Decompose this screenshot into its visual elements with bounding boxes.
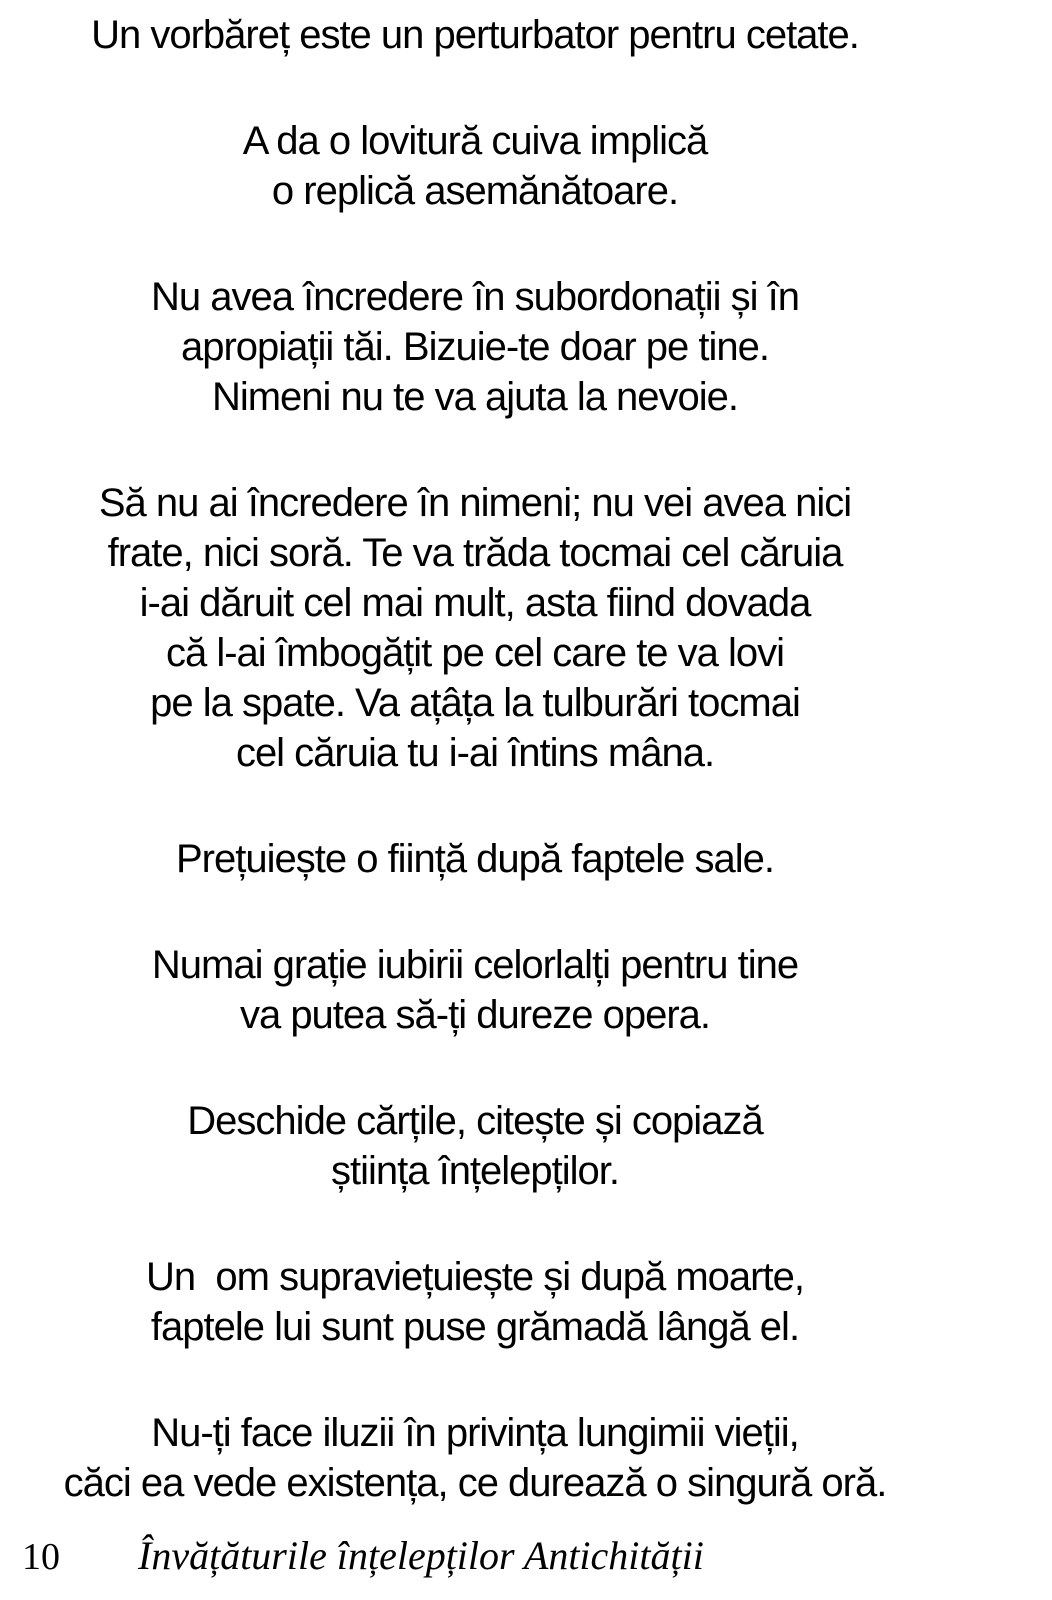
aphorism-paragraph [0, 272, 950, 422]
aphorism-paragraph [0, 478, 950, 778]
text-line: Un vorbăreț este un perturbator pentru cetate. [91, 13, 859, 57]
text-line: apropiații tăi. Bizuie-te doar pe tine. [180, 325, 770, 369]
text-line: Un om supraviețuiește și după moarte, [146, 1255, 804, 1299]
page-number: 10 [22, 1536, 60, 1578]
text-line: că l-ai îmbogățit pe cel care te va lovi [165, 631, 785, 675]
text-line: frate, nici soră. Te va trăda tocmai cel căruia [107, 531, 843, 575]
text-line: Deschide cărțile, citește și copiază [187, 1099, 763, 1143]
aphorism-paragraph [0, 1408, 950, 1508]
aphorism-paragraph [0, 940, 950, 1040]
text-line: cel căruia tu i-ai întins mâna. [235, 731, 715, 775]
text-line: Nimeni nu te va ajuta la nevoie. [211, 375, 739, 419]
text-line: căci ea vede existența, ce durează o singură oră. [63, 1461, 887, 1505]
text-line: i-ai dăruit cel mai mult, asta fiind dovada [139, 581, 811, 625]
aphorism-paragraph [0, 116, 950, 216]
text-line: Nu avea încredere în subordonații și în [150, 275, 800, 319]
aphorism-paragraph [0, 1252, 950, 1352]
aphorism-paragraph [0, 1096, 950, 1196]
text-line: Să nu ai încredere în nimeni; nu vei avea nici [98, 481, 852, 525]
text-line: Prețuiește o ființă după faptele sale. [176, 837, 774, 881]
text-line: Numai grație iubirii celorlalți pentru tine [151, 943, 799, 987]
running-title: Învățăturile înțelepților Antichității [138, 1533, 704, 1578]
aphorism-paragraph [0, 10, 950, 60]
aphorism-paragraph [0, 834, 950, 884]
page-footer [22, 1532, 1032, 1579]
text-line: A da o lovitură cuiva implică [242, 119, 708, 163]
text-line: va putea să-ți dureze opera. [239, 993, 711, 1037]
text-line: pe la spate. Va ațâța la tulburări tocmai [150, 681, 800, 725]
text-line: faptele lui sunt puse grămadă lângă el. [150, 1305, 800, 1349]
text-line: o replică asemănătoare. [271, 169, 679, 213]
text-line: Nu-ți face iluzii în privința lungimii vieții, [151, 1411, 799, 1455]
text-line: știința înțelepților. [330, 1149, 620, 1193]
